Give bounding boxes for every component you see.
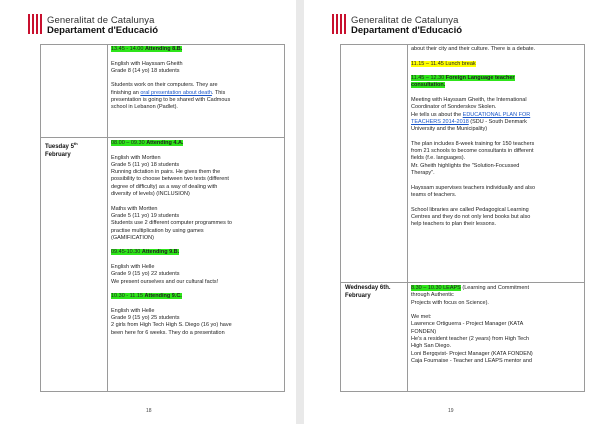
text-line: fields (f.e. languages). [411, 155, 466, 162]
time-highlight: 13.45 - 14.00 Attending 8.B. [111, 46, 183, 52]
cell-continued: about their city and their culture. There is a debate. 11.15 – 11.45 Lunch break 11.45 – 12.30 Foreign Language teacher consultation. Meeting with Hayssam Gheith, the International Coordinator of Sonderskov Skolen. He tells us about the EDUCATIONAL PLAN FOR TEACHERS 2014-2018 (SDU - South Denmark University and the Municipality) The plan includes 8-week training for 150 teachers from 21 schools to become consultants in different fields (f.e. languages). Mr. Gheith highlights the "Solution-Focussed Therapy". Hayssam supervises teachers individually and also teams of teachers. School libraries are called Pedagogical Learning Centres and they do not only lend books but also help teachers to plan their lessons. [411, 46, 536, 228]
text-line: English with Helle [111, 307, 155, 314]
text-line: The plan includes 8-week training for 150 teachers [411, 140, 535, 147]
text-line: Caja Fournaise - Teacher and LEAPS mentor and [411, 357, 532, 364]
educational-plan-link[interactable]: EDUCATIONAL PLAN FOR [462, 111, 531, 118]
page-19 [304, 0, 600, 424]
cell-13-45 [111, 46, 230, 112]
text-line: (GAMIFICATION) [111, 234, 154, 241]
text-line: Meeting with Hayssam Gheith, the International [411, 97, 527, 104]
time-highlight: 08.00 – 09.30 Attending 4.A. [111, 140, 184, 146]
cell-wednesday [411, 285, 533, 365]
oral-presentation-link[interactable]: oral presentation about death [140, 89, 212, 96]
educational-plan-link-cont[interactable]: TEACHERS 2014-2018 [411, 118, 469, 125]
text-line: 8.30 – 10.30 LEAPS (Learning and Commitment [411, 285, 530, 291]
text-line: English with Helle [111, 264, 155, 271]
text-line: Coordinator of Sonderskov Skolen. [411, 104, 497, 111]
time-highlight: 8.30 – 10.30 LEAPS [411, 285, 461, 291]
text-line: High San Diego. [411, 343, 452, 350]
text-line: FONDEN) [411, 328, 437, 335]
schedule-table [40, 44, 285, 392]
page-number: 18 [146, 408, 152, 414]
text-line: English with Mortten [111, 154, 161, 161]
text-line: practise multiplication by using games [111, 227, 204, 234]
org-name: Generalitat de Catalunya [47, 15, 155, 26]
text-line: English with Hayssam Gheith [111, 60, 183, 67]
text-line: through Authentic [411, 292, 454, 299]
text-line: He's a resident teacher (2 years) from High Tech [411, 336, 530, 343]
text-line: Students work on their computers. They are [111, 82, 218, 89]
text-line: Grade 8 (14 yo) 18 students [111, 67, 180, 74]
text-line: TEACHERS 2014-2018 (SDU - South Denmark [411, 118, 527, 125]
text-line: Loni Bergqvist- Project Manager (KATA FONDEN) [411, 350, 533, 357]
generalitat-logo [332, 14, 346, 34]
text-line: School libraries are called Pedagogical Learning [411, 206, 529, 213]
text-line: Grade 9 (15 yo) 25 students [111, 315, 180, 322]
text-line: Grade 9 (15 yo) 22 students [111, 271, 180, 278]
text-line: University and the Municipality) [411, 126, 488, 133]
department-name: Departament d'Educació [351, 25, 463, 36]
text-line: school in Lebanon (Padlet). [111, 104, 178, 111]
text-line: presentation is going to be shared with Cadmous [111, 97, 231, 104]
time-highlight: 11.45 – 12.30 Foreign Language teacher [411, 75, 515, 82]
day-label-wednesday: Wednesday 6th. February [345, 285, 391, 299]
generalitat-logo [28, 14, 42, 34]
time-highlight: 10.30 - 11.15 Attending 9.C. [111, 293, 182, 300]
text-line: Grade 5 (11 yo) 19 students [111, 212, 180, 219]
text-line: Students use 2 different computer programmes to [111, 220, 232, 227]
schedule-table [340, 44, 585, 392]
text-line: from 21 schools to become consultants in different [411, 148, 534, 155]
text-line: degree of difficulty) as a way of dealing with [111, 183, 218, 190]
text-line: been here for 6 weeks. They do a presentation [111, 329, 225, 336]
text-line: Hayssam supervises teachers individually and also [411, 184, 536, 191]
text-line: Mr. Gheith highlights the "Solution-Focussed [411, 162, 520, 169]
text-line: Running dictation in pairs. He gives them the [111, 169, 221, 176]
lunch-highlight: 11.15 – 11.45 Lunch break [411, 60, 476, 67]
text-line: teams of teachers. [411, 191, 457, 198]
text-line: Centres and they do not only lend books but also [411, 213, 531, 220]
page-number: 19 [448, 408, 454, 414]
cell-tuesday [111, 140, 232, 337]
text-line: We present ourselves and our cultural facts! [111, 278, 219, 285]
page-18 [0, 0, 296, 424]
text-line: Maths with Mortten [111, 205, 158, 212]
text-line: Grade 5 (11 yo) 18 students [111, 161, 180, 168]
text-line: Therapy". [411, 170, 435, 177]
text-line: Lawrence Ortiguerra - Project Manager (KATA [411, 321, 524, 328]
text-line: 2 girls from High Tech High S. Diego (16 yo) have [111, 322, 232, 329]
text-line: Projects with focus on Science). [411, 299, 489, 306]
day-label-tuesday: Tuesday 5th February [45, 141, 78, 158]
text-line: finishing an oral presentation about death. This [111, 89, 226, 96]
text-line: He tells us about the EDUCATIONAL PLAN FOR [411, 111, 531, 118]
time-highlight: 09.45-10.30 Attending 9.B. [111, 249, 180, 256]
text-line: diversity of levels) (INCLUSION) [111, 191, 190, 198]
department-name: Departament d'Educació [47, 25, 159, 36]
text-line: help teachers to plan their lessons. [411, 221, 496, 228]
text-line: possibility to choose between two texts (different [111, 176, 229, 183]
text-line: about their city and their culture. There is a debate. [411, 46, 536, 52]
org-name: Generalitat de Catalunya [351, 15, 459, 26]
text-line: We met: [411, 314, 432, 321]
